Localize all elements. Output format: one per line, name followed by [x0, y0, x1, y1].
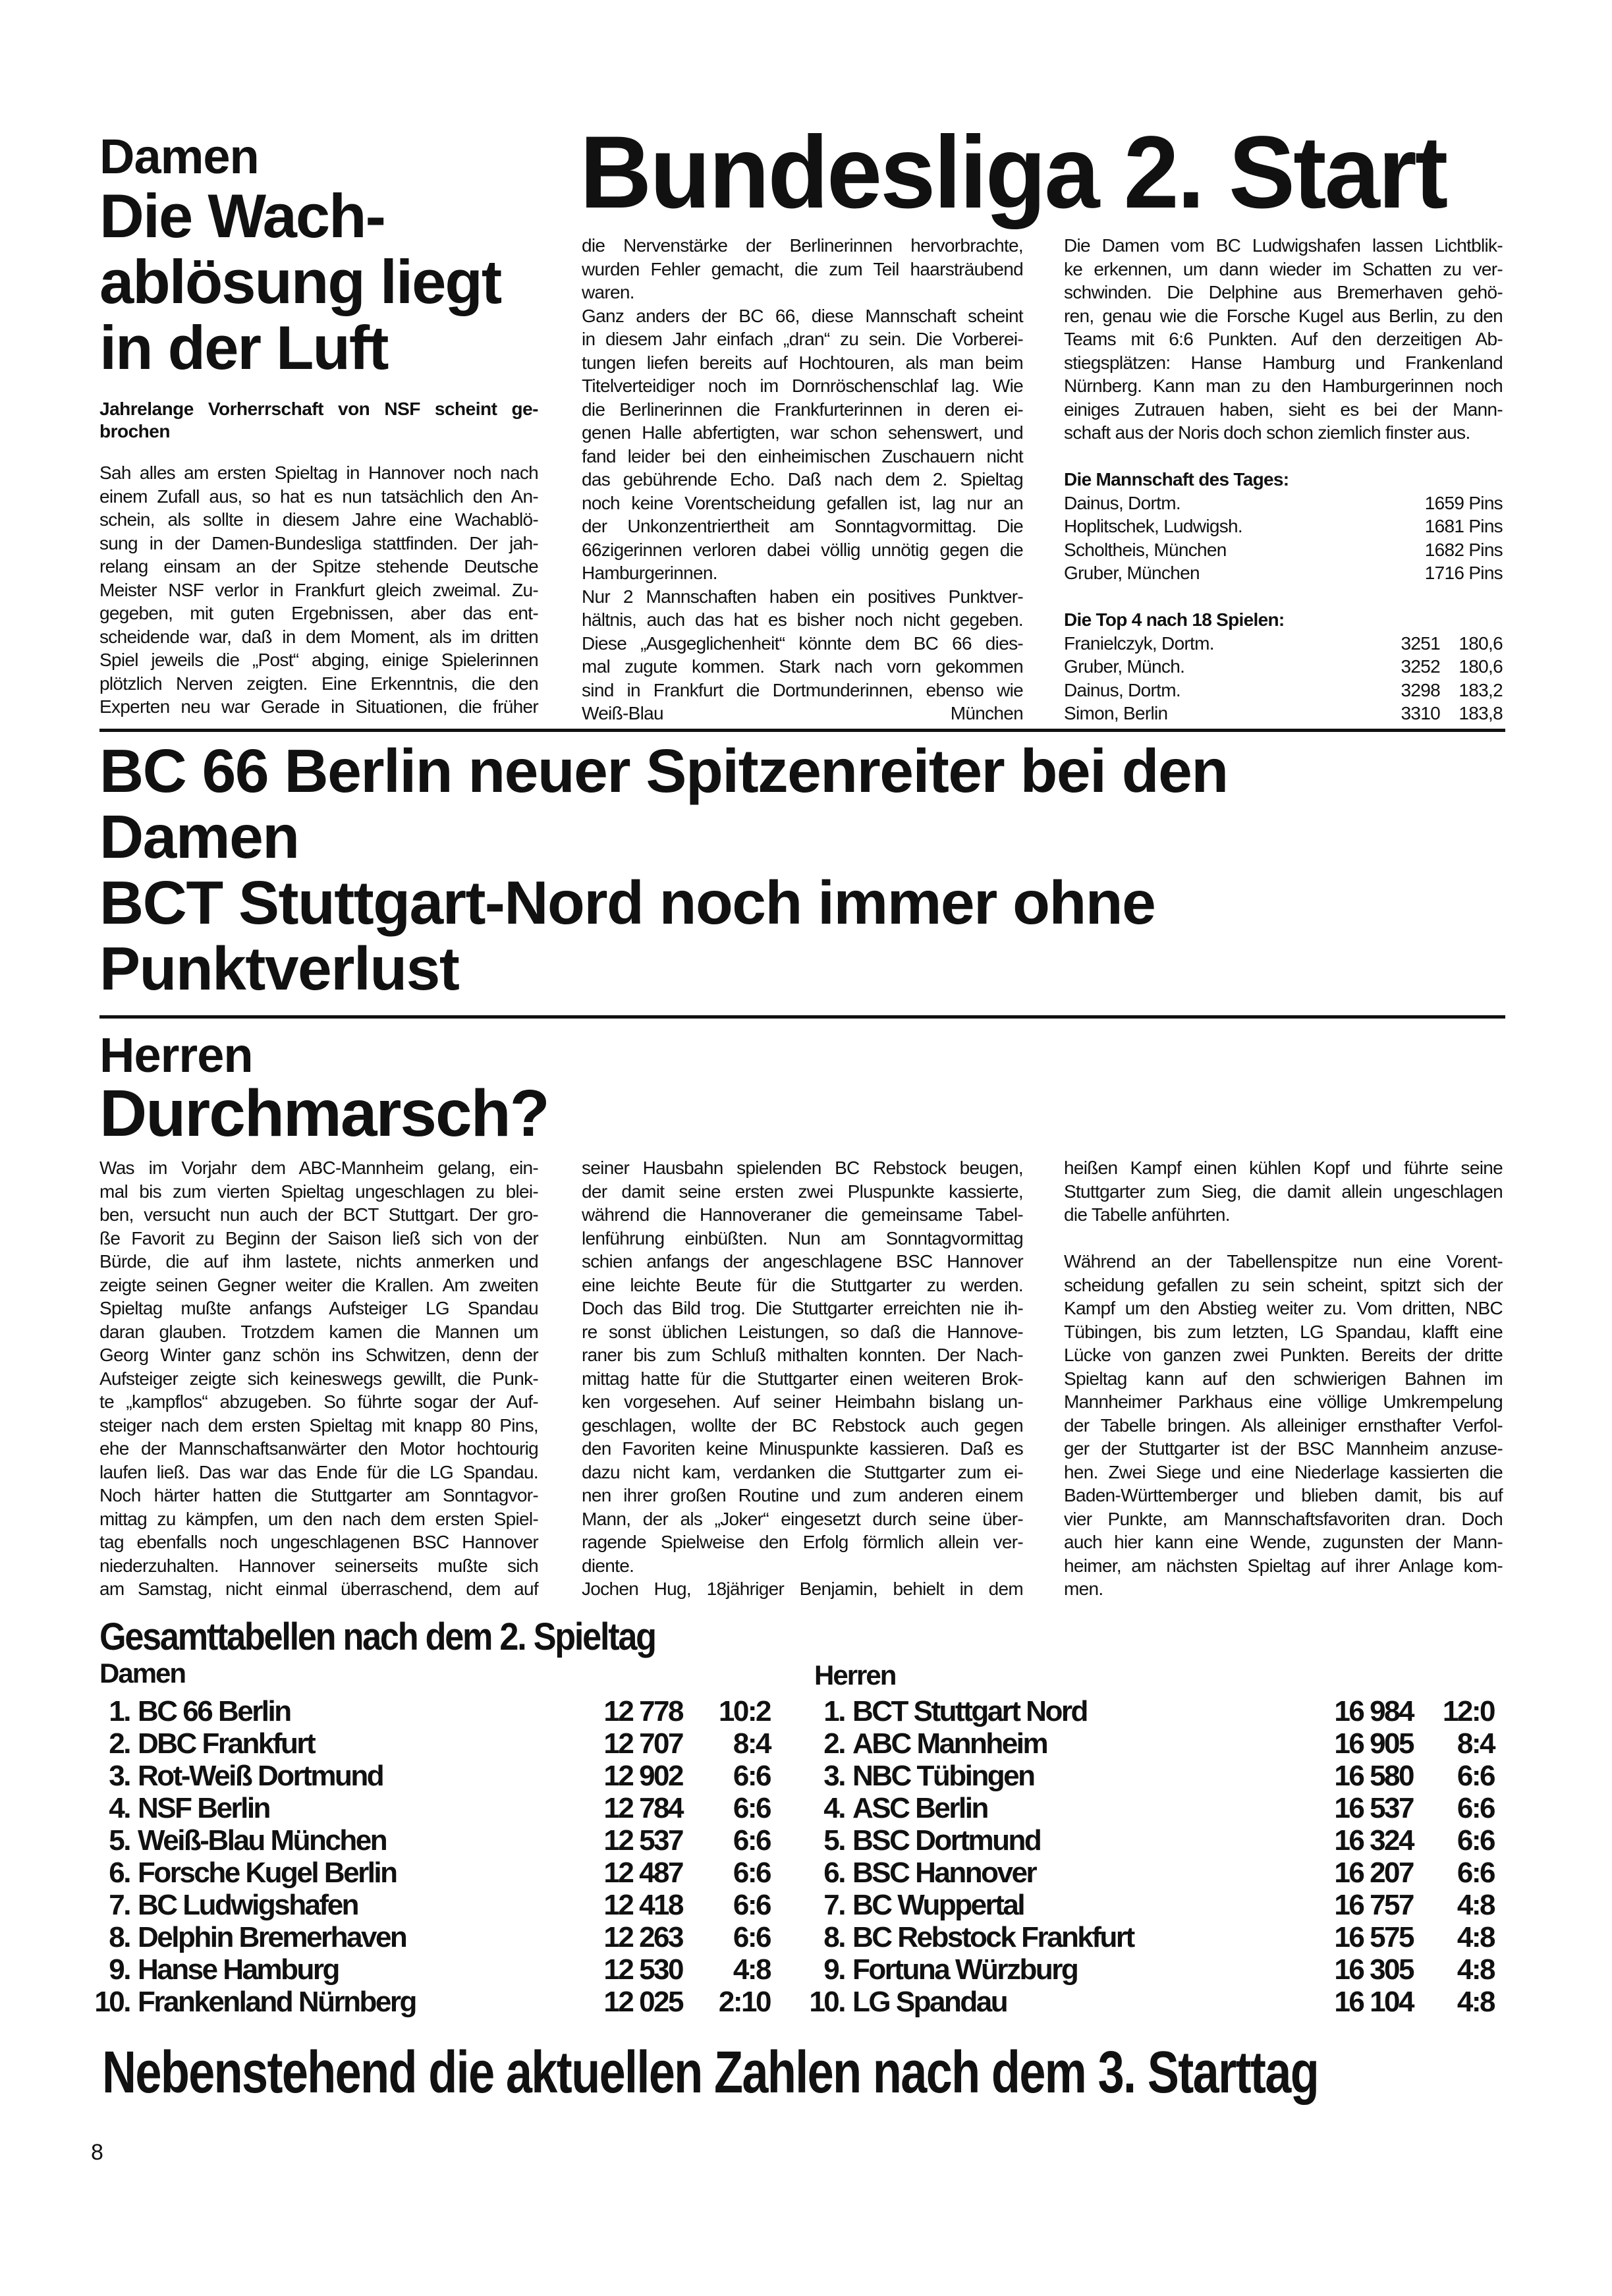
- top4-row: [1064, 655, 1503, 679]
- team-name: DBC Frankfurt: [138, 1727, 315, 1760]
- standings-row: [94, 1986, 770, 2018]
- main-headline: [99, 738, 1228, 1001]
- team-pins: 16 324: [1334, 1824, 1413, 1857]
- text-line: Hamburgerinnen.: [582, 563, 717, 583]
- player-pins: 1682 Pins: [1424, 539, 1503, 560]
- standings-row: [102, 1889, 770, 1921]
- player-name: Hoplitschek, Ludwigsh.: [1064, 516, 1242, 536]
- text-line: die Tabelle anführten.: [1064, 1204, 1230, 1225]
- text-line: Spieltag kann auf den schwierigen Bahnen im: [1064, 1368, 1503, 1389]
- text-line: Aufsteiger zeigte sich keineswegs gewillt, die Punk-: [99, 1368, 538, 1389]
- team-pins: 16 537: [1334, 1792, 1413, 1824]
- text-line: Georg Winter ganz schön ins Schwitzen, denn der: [99, 1345, 538, 1365]
- team-name: BCT Stuttgart Nord: [852, 1695, 1087, 1727]
- text-line: stiegsplätzen: Hanse Hamburg und Frankenland: [1064, 352, 1503, 373]
- banner-text: Bundesliga 2. Start: [580, 115, 1447, 230]
- team-pins: 12 537: [603, 1824, 682, 1857]
- team-pins: 16 757: [1334, 1889, 1413, 1921]
- team-pins: 12 263: [603, 1921, 682, 1953]
- team-points: 6:6: [1457, 1824, 1494, 1857]
- rank: 1.: [109, 1695, 130, 1727]
- text-line: Nürnberg. Kann man zu den Hamburgerinnen noch: [1064, 376, 1503, 396]
- player-pins: 3298: [1401, 679, 1440, 700]
- player-pins: 1681 Pins: [1424, 516, 1503, 536]
- rank: 4.: [823, 1792, 845, 1824]
- team-pins: 16 104: [1334, 1986, 1413, 2018]
- team-points: 8:4: [733, 1727, 770, 1760]
- text-line: Bürde, die auf ihm lastete, nichts anmerken und: [99, 1251, 538, 1272]
- team-of-day-row: [1064, 561, 1503, 585]
- standings-row: [809, 1986, 1494, 2018]
- player-name: Dainus, Dortm.: [1064, 679, 1181, 700]
- player-name: Franielczyk, Dortm.: [1064, 632, 1214, 654]
- paragraph: [582, 234, 1023, 304]
- text-line: plötzlich Nerven zeigten. Eine Erkenntnis, die den: [99, 673, 538, 694]
- standings-damen-label: Damen: [99, 1658, 186, 1689]
- main-headline-line: Punktverlust: [99, 934, 459, 1003]
- text-line: gegeben, mit guten Ergebnissen, aber das ent-: [99, 603, 538, 623]
- team-pins: 12 778: [603, 1695, 682, 1727]
- text-line: Stuttgarter zum Sieg, die damit allein ungeschlagen: [1064, 1181, 1503, 1202]
- standings-title-text: Gesamttabellen nach dem 2. Spieltag: [99, 1615, 655, 1658]
- team-of-day-row: [1064, 491, 1503, 515]
- text-line: der Tabelle bringen. Als alleiniger ernsthafter Verfol-: [1064, 1414, 1503, 1436]
- text-line: ragende Spielweise den Erfolg förmlich allein ver-: [582, 1532, 1023, 1552]
- player-average: 183,2: [1459, 679, 1503, 700]
- text-line: scheidende war, daß in dem Moment, als im dritten: [99, 626, 538, 647]
- headline-line: ablösung liegt: [99, 247, 501, 316]
- team-points: 4:8: [733, 1953, 770, 1986]
- herren-column-2: [582, 1156, 1023, 1601]
- text-line: mal bis zum vierten Spieltag ungeschlagen zu blei-: [99, 1181, 538, 1202]
- team-name: Frankenland Nürnberg: [138, 1986, 416, 2018]
- text-line: lenführung einbüßten. Nun am Sonntagvormittag: [582, 1227, 1023, 1248]
- text-line: men.: [1064, 1579, 1103, 1599]
- team-points: 4:8: [1457, 1986, 1494, 2018]
- text-line: vier Punkte, am Mannschaftsfavoriten dran. Doch: [1064, 1508, 1503, 1529]
- text-line: re sonst üblichen Leistungen, so daß die Hannove-: [582, 1321, 1023, 1342]
- team-name: Fortuna Würzburg: [852, 1953, 1078, 1986]
- paragraph: [582, 1577, 1023, 1601]
- team-pins: 12 418: [603, 1889, 682, 1921]
- text-line: fand leider bei den einheimischen Zuschauern nicht: [582, 445, 1023, 466]
- paragraph: [582, 304, 1023, 585]
- main-headline-line: BC 66 Berlin neuer Spitzenreiter bei den: [99, 737, 1228, 805]
- team-name: BC Ludwigshafen: [138, 1889, 358, 1921]
- team-points: 4:8: [1457, 1889, 1494, 1921]
- standings-row: [817, 1857, 1494, 1889]
- team-pins: 12 707: [603, 1727, 682, 1760]
- team-name: Delphin Bremerhaven: [138, 1921, 406, 1953]
- text-line: in diesem Jahr einfach „dran“ zu sein. Die Vorberei-: [582, 329, 1023, 349]
- text-line: nen ihrer großen Routine und zum anderen einem: [582, 1485, 1023, 1505]
- text-line: schwinden. Die Delphine aus Bremerhaven gehö-: [1064, 282, 1503, 302]
- text-line: sind in Frankfurt die Dortmunderinnen, ebenso wie: [582, 679, 1023, 700]
- text-line: Nur 2 Mannschaften haben ein positives Punktver-: [582, 586, 1023, 607]
- text-line: niederzuhalten. Hannover seinerseits mußte sich: [99, 1555, 538, 1576]
- text-line: genen Halle abfertigten, war schon sehenswert, und: [582, 422, 1023, 443]
- text-line: ke erkennen, um dann wieder im Schatten zu ver-: [1064, 258, 1503, 279]
- team-points: 6:6: [733, 1921, 770, 1953]
- headline-line: in der Luft: [99, 313, 388, 382]
- standings-row: [102, 1824, 770, 1857]
- herren-kicker: Herren: [99, 1028, 253, 1082]
- player-average: 180,6: [1459, 656, 1503, 677]
- team-points: 8:4: [1457, 1727, 1494, 1760]
- standings-row: [102, 1792, 770, 1824]
- player-average: 180,6: [1459, 632, 1503, 654]
- text-line: einem Zufall aus, so hat es nun tatsächlich den An-: [99, 486, 538, 507]
- text-line: seiner Hausbahn spielenden BC Rebstock beugen,: [582, 1158, 1023, 1178]
- text-line: wurden Fehler gemacht, die zum Teil haarsträubend: [582, 258, 1023, 279]
- text-line: ße Favorit zu Beginn der Saison ließ sich von der: [99, 1227, 538, 1248]
- team-name: BSC Hannover: [852, 1857, 1036, 1889]
- team-name: ASC Berlin: [852, 1792, 987, 1824]
- text-line: heißen Kampf einen kühlen Kopf und führte seine: [1064, 1158, 1503, 1178]
- text-line: Weiß-Blau München: [582, 703, 1023, 723]
- rank: 6.: [823, 1857, 845, 1889]
- rank: 6.: [109, 1857, 130, 1889]
- text-line: die Berlinerinnen die Frankfurterinnen in deren ei-: [582, 399, 1023, 420]
- player-name: Simon, Berlin: [1064, 703, 1168, 723]
- text-line: tungen liefen bereits auf Hochtouren, als man beim: [582, 352, 1023, 373]
- paragraph: [582, 585, 1023, 725]
- team-points: 6:6: [733, 1824, 770, 1857]
- rank: 10.: [809, 1986, 845, 2018]
- text-line: während die Hannoveraner die gemeinsame Tabel-: [582, 1204, 1023, 1225]
- text-line: steiger nach dem ersten Spieltag mit knapp 80 Pins,: [99, 1414, 538, 1436]
- team-pins: 16 984: [1334, 1695, 1413, 1727]
- rank: 1.: [823, 1695, 845, 1727]
- team-pins: 12 784: [603, 1792, 682, 1824]
- team-of-day-list: [1064, 468, 1503, 585]
- rank: 5.: [823, 1824, 845, 1857]
- team-pins: 16 580: [1334, 1760, 1413, 1792]
- text-line: Mann, der als „Joker“ eingesetzt durch seine über-: [582, 1508, 1023, 1529]
- team-name: BC Rebstock Frankfurt: [852, 1921, 1134, 1953]
- team-points: 6:6: [1457, 1792, 1494, 1824]
- standings-title: [99, 1617, 717, 1657]
- rank: 8.: [823, 1921, 845, 1953]
- text-line: ehe der Mannschaftsanwärter den Motor hochtourig: [99, 1438, 538, 1459]
- player-name: Dainus, Dortm.: [1064, 492, 1181, 513]
- damen-headline: [99, 183, 501, 381]
- text-line: Sah alles am ersten Spieltag in Hannover noch nach: [99, 462, 538, 483]
- text-line: ren, genau wie die Forsche Kugel aus Berlin, zu den: [1064, 305, 1503, 326]
- text-line: Mannheimer Parkhaus eine völlige Umkrempelung: [1064, 1391, 1503, 1412]
- text-line: dazu nicht kam, verdanken die Stuttgarter zum ei-: [582, 1461, 1023, 1482]
- top4-row: [1064, 632, 1503, 656]
- team-pins: 12 530: [603, 1953, 682, 1986]
- text-line: waren.: [582, 282, 634, 302]
- player-pins: 3310: [1401, 703, 1440, 723]
- text-line: Die Damen vom BC Ludwigshafen lassen Lichtblik-: [1064, 235, 1503, 256]
- rank: 4.: [109, 1792, 130, 1824]
- paragraph: [582, 1156, 1023, 1577]
- text-line: am Samstag, nicht einmal überraschend, dem auf: [99, 1579, 538, 1599]
- team-name: BSC Dortmund: [852, 1824, 1041, 1857]
- footer-headline-text: Nebenstehend die aktuellen Zahlen nach dem 3. Starttag: [102, 2040, 1319, 2106]
- team-name: Weiß-Blau München: [138, 1824, 387, 1857]
- rank: 3.: [109, 1760, 130, 1792]
- text-line: mittag zu kämpfen, um den nach dem ersten Spiel-: [99, 1508, 538, 1529]
- standings-row: [817, 1792, 1494, 1824]
- rank: 8.: [109, 1921, 130, 1953]
- damen-column-3-text: [1064, 234, 1503, 445]
- text-line: laufen ließ. Das war das Ende für die LG Spandau.: [99, 1461, 538, 1482]
- player-pins: 3252: [1401, 656, 1440, 677]
- text-line: Teams mit 6:6 Punkten. Auf den derzeitigen Ab-: [1064, 329, 1503, 349]
- team-name: Rot-Weiß Dortmund: [138, 1760, 383, 1792]
- team-points: 6:6: [1457, 1760, 1494, 1792]
- rank: 2.: [109, 1727, 130, 1760]
- rank: 3.: [823, 1760, 845, 1792]
- text-line: hältnis, auch das hat es bisher noch nicht gegeben.: [582, 609, 1023, 630]
- standings-row: [102, 1921, 770, 1953]
- text-line: Spieltag mußte anfangs Aufsteiger LG Spandau: [99, 1298, 538, 1318]
- team-name: Forsche Kugel Berlin: [138, 1857, 397, 1889]
- text-line: ger der Stuttgarter ist der BSC Mannheim anzuse-: [1064, 1438, 1503, 1459]
- paragraph: [1064, 1156, 1503, 1227]
- standings-row: [817, 1953, 1494, 1986]
- rank: 5.: [109, 1824, 130, 1857]
- top4-list: [1064, 608, 1503, 725]
- top4-title: Die Top 4 nach 18 Spielen:: [1064, 609, 1285, 630]
- team-pins: 12 487: [603, 1857, 682, 1889]
- text-line: raner bis zum Schluß mithalten konnten. Der Nach-: [582, 1345, 1023, 1365]
- damen-column-2: [582, 234, 1023, 725]
- text-line: 66zigerinnen verloren dabei völlig unnötig gegen die: [582, 539, 1023, 560]
- subhead-line: brochen: [99, 421, 170, 441]
- divider-rule: [99, 729, 1505, 732]
- rank: 7.: [823, 1889, 845, 1921]
- paragraph: [99, 461, 538, 719]
- team-points: 6:6: [733, 1889, 770, 1921]
- team-name: BC Wuppertal: [852, 1889, 1024, 1921]
- damen-kicker: Damen: [99, 129, 259, 184]
- text-line: te „kampflos“ abzugeben. So führte sogar der Auf-: [99, 1391, 538, 1412]
- top4-row: [1064, 702, 1503, 725]
- team-name: Hanse Hamburg: [138, 1953, 339, 1986]
- team-points: 6:6: [733, 1792, 770, 1824]
- text-line: Diese „Ausgeglichenheit“ könnte dem BC 66 dies-: [582, 632, 1023, 654]
- text-line: noch keine Vorentscheidung gefallen ist, lag nur an: [582, 492, 1023, 513]
- text-line: den Favoriten keine Minuspunkte kassieren. Daß es: [582, 1438, 1023, 1459]
- team-name: BC 66 Berlin: [138, 1695, 291, 1727]
- standings-row: [102, 1727, 770, 1760]
- text-line: Noch härter hatten die Stuttgarter am Sonntagvor-: [99, 1485, 538, 1505]
- banner-headline: [580, 115, 1473, 230]
- standings-row: [817, 1695, 1494, 1727]
- text-line: ben, versucht nun auch der BCT Stuttgart. Der gro-: [99, 1204, 538, 1225]
- text-line: relang einsam an der Spitze stehende Deutsche: [99, 556, 538, 576]
- rank: 7.: [109, 1889, 130, 1921]
- text-line: der damit seine ersten zwei Pluspunkte kassierte,: [582, 1181, 1023, 1202]
- damen-subhead: [99, 398, 538, 443]
- text-line: Titelverteidiger noch im Dornröschenschlaf lag. Wie: [582, 376, 1023, 396]
- team-pins: 12 902: [603, 1760, 682, 1792]
- text-line: die Nervenstärke der Berlinerinnen hervorbrachte,: [582, 235, 1023, 256]
- text-line: der Unkonzentriertheit am Sonntagvormittag. Die: [582, 516, 1023, 536]
- text-line: Lücke von ganzen zwei Punkten. Bereits der dritte: [1064, 1345, 1503, 1365]
- standings-row: [817, 1727, 1494, 1760]
- text-line: Tübingen, bis zum letzten, LG Spandau, klafft eine: [1064, 1321, 1503, 1342]
- text-line: das gebührende Echo. Daß nach dem 2. Spieltag: [582, 469, 1023, 490]
- standings-herren-label: Herren: [814, 1660, 896, 1691]
- text-line: Experten neu war Gerade in Situationen, die früher: [99, 696, 538, 717]
- text-line: Baden-Württemberger und blieben damit, bis auf: [1064, 1485, 1503, 1505]
- team-points: 2:10: [718, 1986, 770, 2018]
- headline-line: Die Wach-: [99, 181, 385, 250]
- team-pins: 12 025: [603, 1986, 682, 2018]
- team-points: 6:6: [733, 1857, 770, 1889]
- text-line: Doch das Bild trog. Die Stuttgarter erreichten nie ih-: [582, 1298, 1023, 1318]
- text-line: schaft aus der Noris doch schon ziemlich finster aus.: [1064, 422, 1470, 443]
- player-average: 183,8: [1459, 703, 1503, 723]
- text-line: mal zugute kommen. Stark nach vorn gekommen: [582, 656, 1023, 677]
- player-name: Scholtheis, München: [1064, 539, 1227, 560]
- text-line: tag ebenfalls noch ungeschlagenen BSC Hannover: [99, 1532, 538, 1552]
- team-of-day-title: Die Mannschaft des Tages:: [1064, 469, 1289, 490]
- damen-column-1: [99, 461, 538, 719]
- team-name: ABC Mannheim: [852, 1727, 1047, 1760]
- team-name: LG Spandau: [852, 1986, 1007, 2018]
- team-pins: 16 305: [1334, 1953, 1413, 1986]
- herren-column-1: [99, 1156, 538, 1601]
- team-points: 10:2: [718, 1695, 770, 1727]
- paragraph: [1064, 234, 1503, 445]
- footer-headline: [102, 2041, 1612, 2104]
- player-pins: 1659 Pins: [1424, 492, 1503, 513]
- text-line: Spiel jeweils die „Post“ abging, einige Spielerinnen: [99, 650, 538, 670]
- standings-row: [817, 1760, 1494, 1792]
- text-line: Während an der Tabellenspitze nun eine Vorent-: [1064, 1251, 1503, 1272]
- text-line: mittag hatte für die Stuttgarter einen weiteren Brok-: [582, 1368, 1023, 1389]
- text-line: hen. Zwei Siege und eine Niederlage kassierten die: [1064, 1461, 1503, 1482]
- team-name: NBC Tübingen: [852, 1760, 1034, 1792]
- text-line: daran glauben. Trotzdem kamen die Mannen um: [99, 1321, 538, 1342]
- standings-row: [102, 1760, 770, 1792]
- rank: 9.: [823, 1953, 845, 1986]
- text-line: zeigte seinen Gegner weiter die Krallen. Am zweiten: [99, 1274, 538, 1295]
- standings-row: [817, 1824, 1494, 1857]
- text-line: einiges Zutrauen haben, sieht es bei der Mann-: [1064, 399, 1503, 420]
- text-line: auch hier kann eine Wende, zugunsten der Mann-: [1064, 1532, 1503, 1552]
- damen-column-3: [1064, 234, 1503, 725]
- player-name: Gruber, München: [1064, 563, 1200, 583]
- herren-column-3: [1064, 1156, 1503, 1601]
- main-headline-line: BCT Stuttgart-Nord noch immer ohne: [99, 868, 1155, 937]
- player-pins: 1716 Pins: [1424, 563, 1503, 583]
- rank: 10.: [94, 1986, 130, 2018]
- text-line: Ganz anders der BC 66, diese Mannschaft scheint: [582, 305, 1023, 326]
- team-points: 4:8: [1457, 1953, 1494, 1986]
- team-name: NSF Berlin: [138, 1792, 269, 1824]
- text-line: eine leichte Beute für die Stuttgarter zu werden.: [582, 1274, 1023, 1295]
- player-name: Gruber, Münch.: [1064, 656, 1185, 677]
- divider-rule: [99, 1015, 1505, 1019]
- text-line: Kampf um den Abstieg weiter zu. Vom dritten, NBC: [1064, 1298, 1503, 1318]
- player-pins: 3251: [1401, 632, 1440, 654]
- text-line: heimer, am nächsten Spieltag auf ihrer Anlage kom-: [1064, 1555, 1503, 1576]
- team-points: 4:8: [1457, 1921, 1494, 1953]
- team-pins: 16 905: [1334, 1727, 1413, 1760]
- herren-headline: Durchmarsch?: [99, 1077, 549, 1150]
- team-points: 6:6: [733, 1760, 770, 1792]
- standings-row: [102, 1857, 770, 1889]
- team-points: 12:0: [1442, 1695, 1494, 1727]
- team-points: 6:6: [1457, 1857, 1494, 1889]
- standings-row: [817, 1889, 1494, 1921]
- paragraph: [1064, 1250, 1503, 1601]
- text-line: scheidung gefallen zu sein scheint, spitzt sich der: [1064, 1274, 1503, 1295]
- top4-row: [1064, 679, 1503, 702]
- standings-row: [102, 1953, 770, 1986]
- text-line: Was im Vorjahr dem ABC-Mannheim gelang, ein-: [99, 1158, 538, 1178]
- paragraph: [99, 1156, 538, 1601]
- subhead-line: Jahrelange Vorherrschaft von NSF scheint ge-: [99, 399, 538, 419]
- standings-row: [102, 1695, 770, 1727]
- text-line: schein, als sollte in diesem Jahre eine Wachablö-: [99, 509, 538, 530]
- team-pins: 16 207: [1334, 1857, 1413, 1889]
- page-number: 8: [91, 2140, 103, 2165]
- text-line: schien anfangs der angeschlagene BSC Hannover: [582, 1251, 1023, 1272]
- text-line: diente.: [582, 1555, 634, 1576]
- text-line: Jochen Hug, 18jähriger Benjamin, behielt in dem: [582, 1579, 1023, 1599]
- team-pins: 16 575: [1334, 1921, 1413, 1953]
- team-of-day-row: [1064, 515, 1503, 538]
- main-headline-line: Damen: [99, 802, 299, 871]
- standings-row: [817, 1921, 1494, 1953]
- text-line: sung in der Damen-Bundesliga stattfinden. Der jah-: [99, 532, 538, 553]
- rank: 2.: [823, 1727, 845, 1760]
- team-of-day-row: [1064, 538, 1503, 562]
- text-line: Meister NSF verlor in Frankfurt gleich zweimal. Zu-: [99, 579, 538, 600]
- rank: 9.: [109, 1953, 130, 1986]
- text-line: geschlagen, wollte der BC Rebstock auch gegen: [582, 1414, 1023, 1436]
- text-line: ken vorgesehen. Auf seiner Heimbahn bislang un-: [582, 1391, 1023, 1412]
